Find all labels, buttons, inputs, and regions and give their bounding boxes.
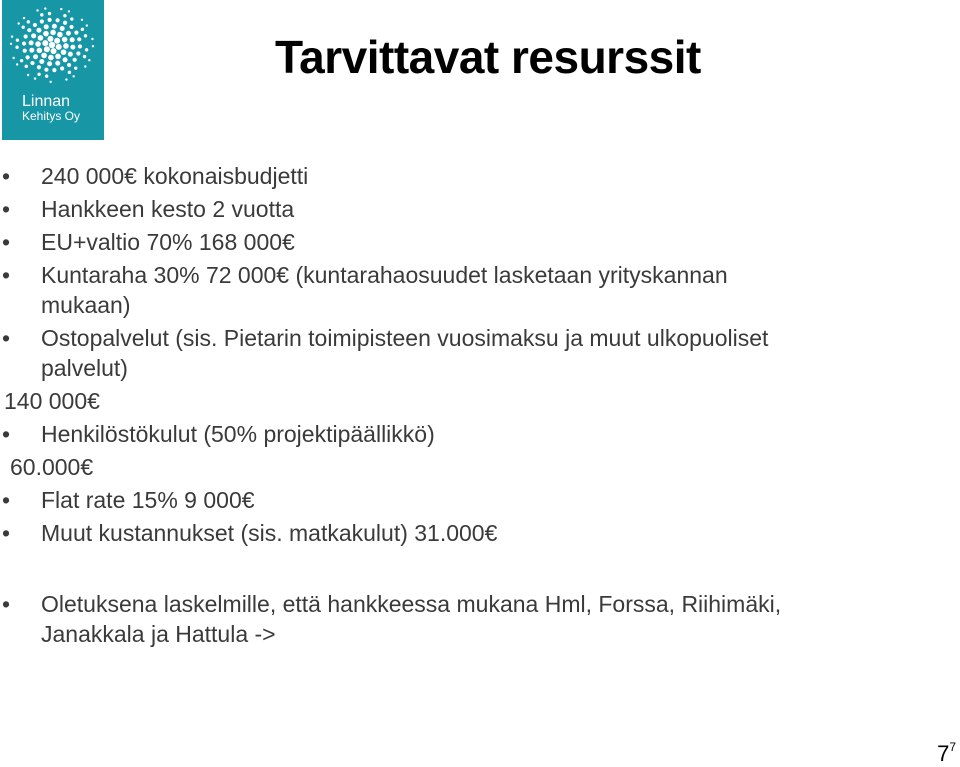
logo-dot	[25, 65, 28, 68]
list-item	[0, 226, 950, 259]
logo-dot	[37, 73, 40, 76]
list-item-text: 140 000€	[4, 388, 100, 414]
logo-dot	[48, 18, 52, 22]
logo-dot	[29, 48, 34, 53]
logo-dot	[40, 13, 43, 16]
bullet-icon: •	[2, 591, 11, 617]
list-item-text: mukaan)	[41, 292, 131, 318]
list-item	[0, 193, 950, 226]
logo-dot	[86, 24, 88, 26]
logo-dot	[21, 25, 24, 28]
list-item	[0, 418, 950, 451]
bullet-icon: •	[2, 229, 11, 255]
logo-dot	[24, 34, 28, 38]
company-logo	[2, 0, 104, 140]
logo-dot	[84, 34, 87, 37]
logo-dot	[33, 54, 38, 59]
list-item-text: Kuntaraha 30% 72 000€ (kuntarahaosuudet lasketaan yrityskannan	[41, 262, 728, 288]
logo-dot	[61, 49, 67, 55]
logo-dot	[68, 52, 73, 57]
list-item-text: EU+valtio 70% 168 000€	[41, 229, 295, 255]
logo-dot	[55, 54, 61, 60]
bullet-icon: •	[2, 196, 11, 222]
logo-dot	[38, 35, 44, 41]
logo-dot	[45, 74, 48, 77]
list-item-value	[0, 385, 950, 418]
list-item-text: Hankkeen kesto 2 vuotta	[41, 196, 295, 222]
logo-dot	[29, 40, 34, 45]
logo-dot	[43, 31, 49, 37]
list-item	[0, 484, 950, 517]
logo-dot	[27, 20, 30, 23]
logo-dot	[51, 48, 57, 54]
logo-dot	[16, 63, 18, 65]
logo-dot	[17, 22, 19, 24]
logo-dot	[39, 59, 44, 64]
logo-dot	[22, 41, 26, 45]
logo-dot	[92, 45, 94, 47]
bullet-icon: •	[2, 487, 11, 513]
list-item	[0, 322, 950, 355]
logo-dot	[63, 43, 69, 49]
logo-dot	[23, 49, 27, 53]
bullet-icon: •	[2, 262, 11, 288]
logo-dot	[16, 38, 19, 41]
logo-dot	[35, 41, 41, 47]
list-item	[0, 517, 950, 550]
logo-dot	[67, 63, 71, 67]
list-item-text: 60.000€	[10, 454, 94, 480]
logo-dot	[60, 26, 65, 31]
logo-dot	[60, 8, 62, 10]
logo-dot	[81, 28, 84, 31]
list-item-text: Ostopalvelut (sis. Pietarin toimipisteen vuosimaksu ja muut ulkopuoliset	[41, 325, 769, 351]
logo-dot	[54, 38, 60, 44]
logo-dot	[60, 66, 64, 70]
logo-dot	[44, 7, 46, 9]
logo-dot	[65, 78, 67, 80]
logo-dot	[55, 18, 59, 22]
list-item-continuation	[0, 618, 950, 651]
logo-dot	[70, 37, 75, 42]
logo-dot	[63, 14, 66, 17]
list-item-text: Flat rate 15% 9 000€	[41, 487, 255, 513]
logo-dot	[12, 57, 14, 59]
logo-dot	[44, 68, 48, 72]
logo-name: Linnan	[22, 93, 71, 110]
spacer	[0, 550, 950, 588]
bullet-list	[0, 160, 950, 651]
logo-dot	[70, 45, 75, 50]
logo-dot	[74, 31, 78, 35]
logo-dot	[68, 71, 71, 74]
logo-dot	[11, 35, 13, 37]
page-number-superscript: 7	[949, 740, 956, 754]
logo-dot	[48, 12, 51, 15]
logo-dot	[26, 55, 30, 59]
logo-dot	[76, 51, 80, 55]
logo-dot	[41, 53, 47, 59]
bullet-icon: •	[2, 325, 11, 351]
logo-dot	[57, 32, 63, 38]
logo-dot	[63, 21, 67, 25]
list-item-text: Muut kustannukset (sis. matkakulut) 31.000€	[41, 520, 498, 546]
logo-dot	[36, 9, 38, 11]
logo-dot	[20, 59, 23, 62]
logo-dot	[49, 81, 51, 83]
page-number-main: 7	[937, 741, 950, 766]
logo-dot	[37, 48, 43, 54]
logo-dot	[34, 77, 36, 79]
logo-dot	[78, 44, 82, 48]
logo-dot	[10, 43, 12, 45]
dot-burst-logo-icon	[2, 0, 104, 95]
logo-dot	[66, 31, 71, 36]
list-item	[0, 259, 950, 292]
logo-dot	[84, 65, 86, 67]
list-item-text: Janakkala ja Hattula ->	[41, 621, 276, 647]
logo-dot	[36, 28, 41, 33]
logo-dot	[69, 25, 73, 29]
logo-dot	[50, 30, 56, 36]
bullet-icon: •	[2, 421, 11, 447]
bullet-icon: •	[2, 163, 11, 189]
logo-dot	[47, 61, 52, 66]
page-number	[937, 740, 956, 767]
logo-dot	[81, 19, 83, 21]
logo-dot	[44, 24, 49, 29]
logo-dot	[27, 28, 31, 32]
logo-dot	[47, 36, 53, 42]
logo-dot	[33, 23, 37, 27]
logo-dot	[40, 19, 44, 23]
logo-dot	[62, 37, 68, 43]
logo-dot	[88, 59, 90, 61]
list-item-continuation	[0, 352, 950, 385]
logo-dot	[48, 55, 54, 61]
list-item-text: 240 000€ kokonaisbudjetti	[41, 163, 309, 189]
list-item-continuation	[0, 289, 950, 322]
logo-dot	[42, 40, 48, 46]
logo-dot	[37, 65, 41, 69]
slide-title: Tarvittavat resurssit	[275, 31, 701, 83]
logo-dot	[77, 37, 81, 41]
logo-dot	[52, 24, 57, 29]
logo-dot	[44, 46, 50, 52]
logo-dot	[15, 46, 18, 49]
logo-dot	[85, 48, 88, 51]
logo-dot	[49, 42, 55, 48]
logo-dot	[56, 44, 62, 50]
logo-dot	[73, 58, 77, 62]
list-item-value	[0, 451, 950, 484]
logo-dot	[70, 17, 73, 20]
logo-dot	[91, 38, 93, 40]
logo-dot	[30, 61, 34, 65]
bullet-icon: •	[2, 520, 11, 546]
logo-dot	[72, 75, 74, 77]
logo-dot	[83, 55, 86, 58]
list-item-text: Oletuksena laskelmille, että hankkeessa mukana Hml, Forssa, Riihimäki,	[41, 591, 782, 617]
logo-dot	[27, 74, 29, 76]
logo-dot	[52, 68, 56, 72]
logo-dot	[68, 10, 70, 12]
list-item-text: palvelut)	[41, 355, 128, 381]
logo-dot	[74, 66, 77, 69]
logo-dot	[63, 57, 68, 62]
list-item	[0, 588, 950, 621]
logo-dot	[31, 33, 36, 38]
logo-subtitle: Kehitys Oy	[22, 109, 81, 123]
logo-dot	[23, 17, 25, 19]
list-item-text: Henkilöstökulut (50% projektipäällikkö)	[41, 421, 435, 447]
logo-dot	[55, 61, 60, 66]
list-item	[0, 160, 950, 193]
